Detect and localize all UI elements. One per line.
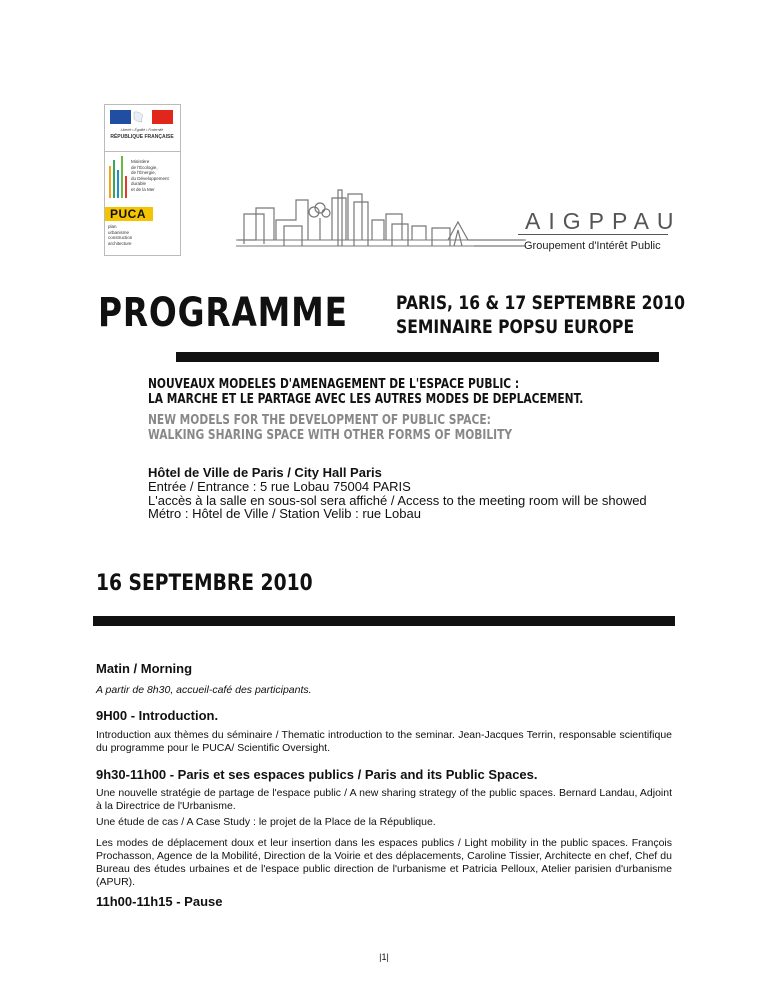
- session-introduction-heading: 9H00 - Introduction.: [96, 708, 219, 723]
- theme-en-line1: NEW MODELS FOR THE DEVELOPMENT OF PUBLIC SPACE:: [148, 413, 491, 428]
- session-paris-text-1: Une nouvelle stratégie de partage de l'espace public / A new sharing strategy of the public spaces. Bernard Landau, Adjoint à la Directrice de l'Urbanisme.: [96, 787, 672, 812]
- ministry-line: Ministère: [131, 159, 150, 164]
- puca-line: urbanisme: [108, 229, 130, 235]
- republique-label: RÉPUBLIQUE FRANÇAISE: [110, 134, 174, 140]
- date-rule: [93, 616, 675, 626]
- session-paris-heading: 9h30-11h00 - Paris et ses espaces publics / Paris and its Public Spaces.: [96, 767, 538, 782]
- session-paris-text-3: Les modes de déplacement doux et leur insertion dans les espaces publics / Light mobility in the public spaces. François Prochasson, Agence de la Mobilité, Direction de la Voirie et des déplacements, Caroline Tissier, Architecte en chef, Chef du Bureau des études urbaines et de l'espace public direction de l'urbanisme et Patricia Pelloux, Atelier parisien d'urbanisme (APUR).: [96, 837, 672, 888]
- ministry-line: de l'Écologie,: [131, 164, 158, 170]
- welcome-text: A partir de 8h30, accueil-café des participants.: [96, 684, 312, 696]
- session-introduction-text: Introduction aux thèmes du séminaire / Thematic introduction to the seminar. Jean-Jacques Terrin, responsable scientifique du programme pour le PUCA/ Scientific Oversight.: [96, 729, 672, 754]
- ministry-stripes-icon: [108, 156, 128, 200]
- theme-fr-line2: LA MARCHE ET LE PARTAGE AVEC LES AUTRES MODES DE DEPLACEMENT.: [148, 392, 584, 407]
- puca-line: architecture: [108, 240, 132, 246]
- pause-heading: 11h00-11h15 - Pause: [96, 894, 223, 909]
- morning-heading: Matin / Morning: [96, 661, 193, 676]
- ministry-line: du Développement: [131, 175, 169, 181]
- venue-access: L'accès à la salle en sous-sol sera affiché / Access to the meeting room will be showed: [148, 493, 647, 508]
- ministry-line: et de la Mer: [131, 186, 155, 192]
- page-number: |1|: [379, 952, 389, 962]
- event-date-location: PARIS, 16 & 17 SEPTEMBRE 2010: [396, 292, 685, 314]
- logo-divider: [104, 151, 181, 152]
- venue-name: Hôtel de Ville de Paris / City Hall Paris: [148, 465, 382, 480]
- venue-entrance: Entrée / Entrance : 5 rue Lobau 75004 PARIS: [148, 479, 411, 494]
- session-paris-text-2: Une étude de cas / A Case Study : le projet de la Place de la République.: [96, 816, 436, 828]
- venue-metro: Métro : Hôtel de Ville / Station Velib : rue Lobau: [148, 506, 421, 521]
- aigppau-subtitle: Groupement d'Intérêt Public: [524, 240, 661, 252]
- puca-line: construction: [108, 235, 133, 240]
- aigppau-rule: [518, 234, 668, 235]
- ministry-line: durable: [131, 181, 147, 186]
- event-name: SEMINAIRE POPSU EUROPE: [396, 316, 635, 338]
- puca-logo: PUCA: [110, 207, 147, 221]
- motto: Liberté • Égalité • Fraternité: [120, 128, 164, 132]
- ministry-line: de l'Énergie,: [131, 170, 156, 175]
- day-date-heading: 16 SEPTEMBRE 2010: [96, 571, 313, 596]
- theme-en-line2: WALKING SHARING SPACE WITH OTHER FORMS OF MOBILITY: [148, 428, 513, 443]
- puca-line: plan: [108, 224, 117, 229]
- programme-title: PROGRAMME: [98, 290, 348, 336]
- ministry-name: [131, 159, 169, 192]
- city-skyline-illustration: [236, 180, 526, 252]
- puca-subtitle: [108, 224, 132, 246]
- title-rule: [176, 352, 659, 362]
- theme-fr-line1: NOUVEAUX MODELES D'AMENAGEMENT DE L'ESPACE PUBLIC :: [148, 377, 520, 392]
- aigppau-logo: AIGPPAU: [525, 208, 682, 234]
